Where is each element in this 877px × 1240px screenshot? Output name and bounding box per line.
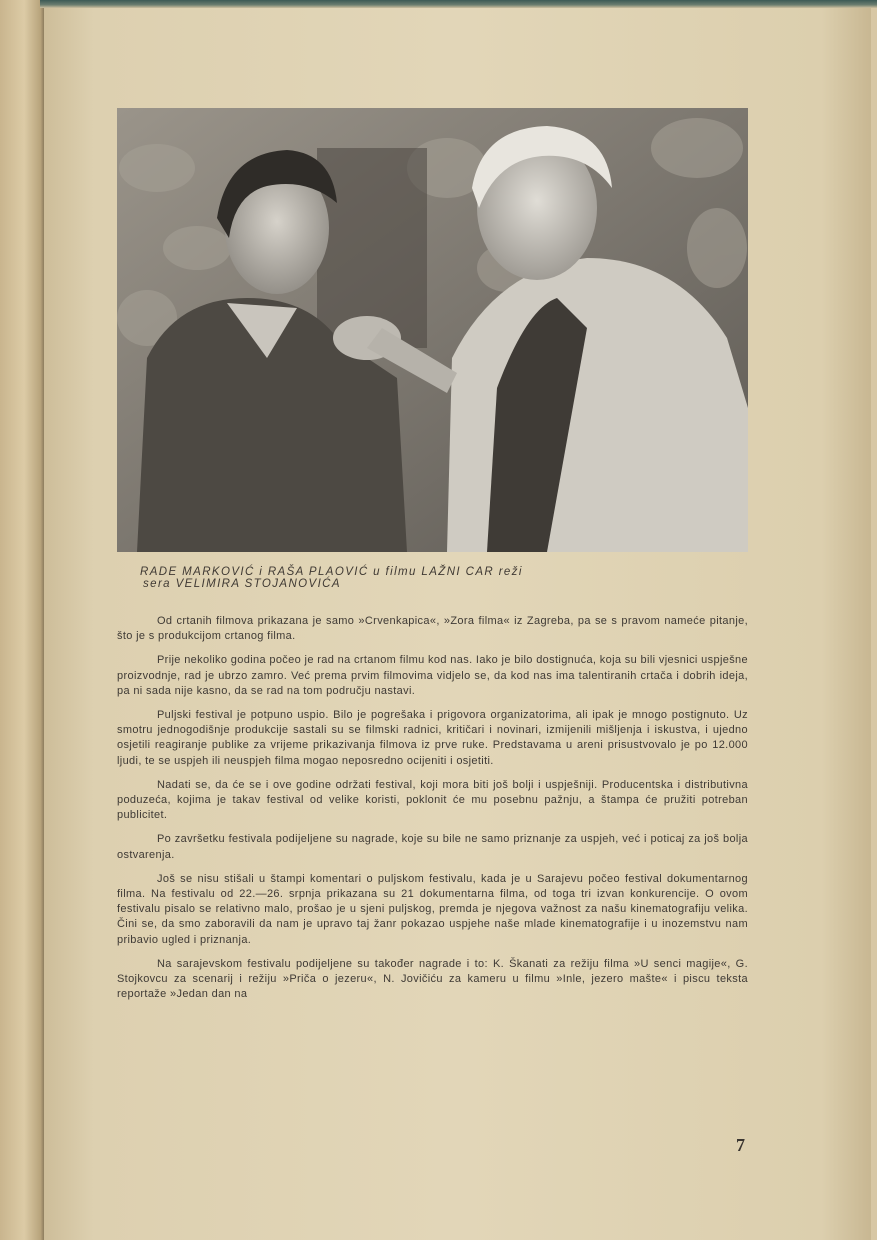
article-body [117, 614, 748, 1011]
page-number: 7 [736, 1135, 745, 1155]
paragraph: Nadati se, da će se i ove godine održati festival, koji mora biti još bolji i uspješniji. Producentska i distributivna poduzeća, kojima je takav festival od velike koristi, poklonit će mu posebnu pažnju, a štampa će pružiti potreban publicitet. [117, 778, 748, 822]
book-binding-edge [0, 0, 44, 1240]
photo-caption [140, 566, 740, 590]
film-still-photo [117, 108, 748, 552]
caption-line-2: sera VELIMIRA STOJANOVIĆA [143, 578, 341, 590]
page-top-edge [40, 0, 877, 8]
paragraph: Od crtanih filmova prikazana je samo »Crvenkapica«, »Zora filma« iz Zagreba, pa se s pravom nameće pitanje, što je s produkcijom crtanog filma. [117, 615, 748, 643]
paragraph: Još se nisu stišali u štampi komentari o puljskom festivalu, kada je u Sarajevu počeo festival dokumentarnog filma. Na festivalu od 22.—26. srpnja prikazana su 21 dokumentarna filma, od toga tri izvan konkurencije. O ovom festivalu pisalo se relativno malo, prošao je u sjeni puljskog, premda je njegova važnost za našu kinematografiju velika. Čini se, da smo zaboravili da nam je upravo taj žanr pokazao uspjehe naše mlade kinematografije i u inozemstvu nam pribavio ugled i priznanja. [117, 872, 748, 946]
paragraph: Na sarajevskom festivalu podijeljene su također nagrade i to: K. Škanati za režiju filma »U senci magije«, G. Stojkovcu za scenarij i režiju »Priča o jezeru«, N. Jovičiću za kameru u filmu »Inle, jezero mašte« i piscu teksta reportaže »Jedan dan na [117, 957, 748, 1001]
film-still-photo-icon [117, 108, 748, 552]
paragraph: Po završetku festivala podijeljene su nagrade, koje su bile ne samo priznanje za uspjeh, već i poticaj za još bolja ostvarenja. [117, 833, 748, 861]
paragraph: Prije nekoliko godina počeo je rad na crtanom filmu kod nas. Iako je bilo dostignuća, koja su bili vjesnici uspješne proizvodnje, rad je ubrzo zamro. Već prema prvim filmovima vidjelo se, da kod nas ima talentiranih crtača i dobrih ideja, pa ni sada nije kasno, da se rad na tom području nastavi. [117, 654, 748, 697]
caption-line-1: RADE MARKOVIĆ i RAŠA PLAOVIĆ u filmu LAŽNI CAR reži [140, 566, 523, 578]
paragraph: Puljski festival je potpuno uspio. Bilo je pogrešaka i prigovora organizatorima, ali ipak je mnogo postignuto. Uz smotru jednogodišnje produkcije sastali su se filmski radnici, kritičari i novinari, izmijenili mišljenja i iskustva, i ujedno osjetili reagiranje publike za vrijeme prikazivanja filmova iz prve ruke. Predstavama u areni prisustvovalo je po 12.000 ljudi, te se uspjeh ili neuspjeh filma mogao neposredno ocijeniti i osjetiti. [117, 709, 748, 767]
